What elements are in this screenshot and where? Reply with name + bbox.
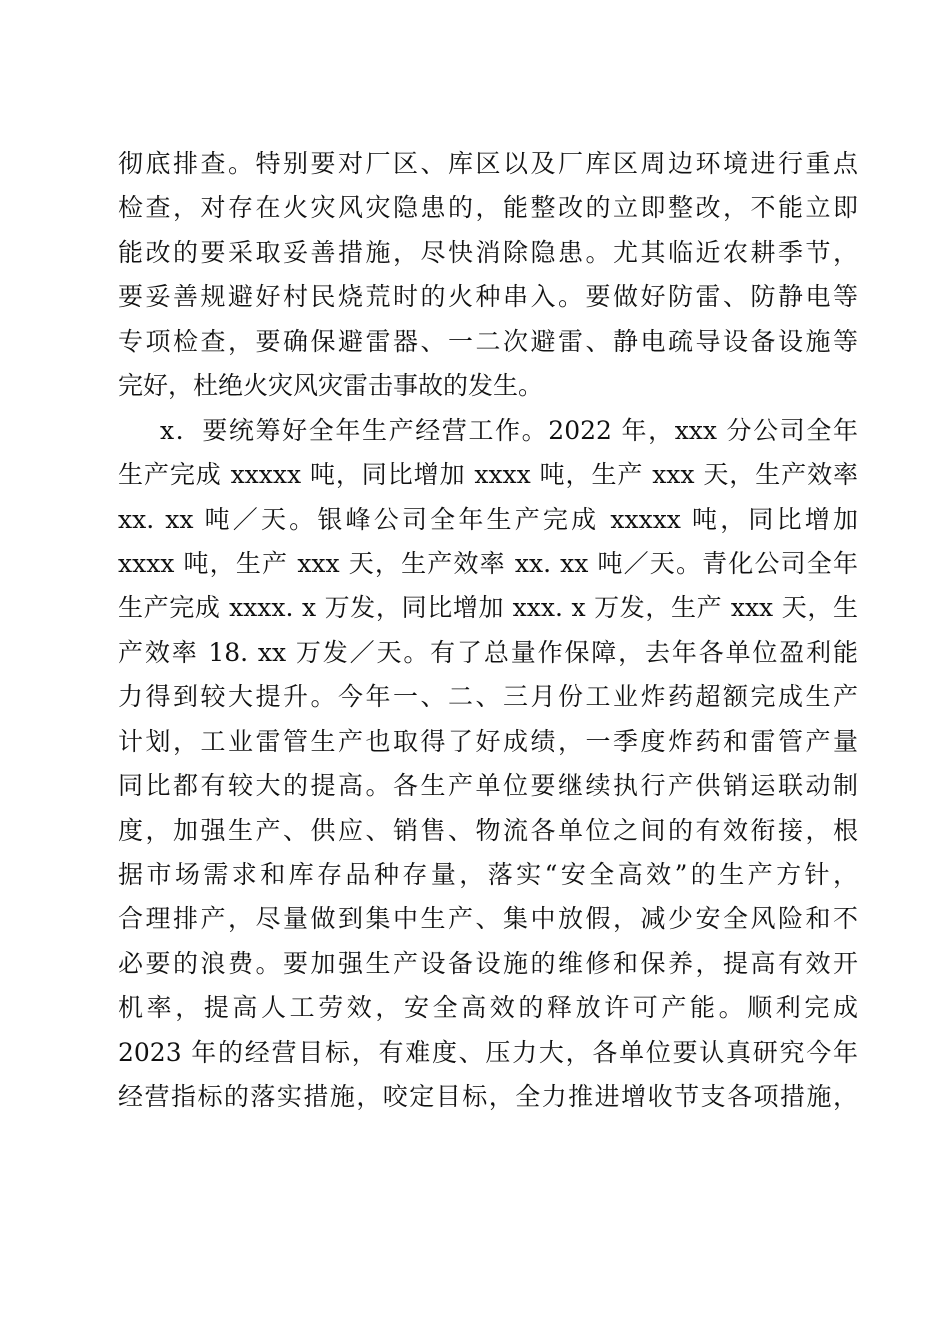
text-line: 力得到较大提升。今年一、二、三月份工业炸药超额完成生产 <box>118 682 858 712</box>
text-line: 生产完成 xxxxx 吨，同比增加 xxxx 吨，生产 xxx 天，生产效率 <box>118 460 858 490</box>
text-line: 能改的要采取妥善措施，尽快消除隐患。尤其临近农耕季节， <box>118 237 858 267</box>
text-line: 完好，杜绝火灾风灾雷击事故的发生。 <box>118 371 544 401</box>
text-line: 必要的浪费。要加强生产设备设施的维修和保养，提高有效开 <box>118 948 858 978</box>
text-line: 生产完成 xxxx. x 万发，同比增加 xxx. x 万发，生产 xxx 天，生 <box>118 593 858 623</box>
text-line: x．要统筹好全年生产经营工作。2022 年，xxx 分公司全年 <box>160 415 858 445</box>
text-line: 合理排产，尽量做到集中生产、集中放假，减少安全风险和不 <box>118 904 858 934</box>
text-line: 计划，工业雷管生产也取得了好成绩，一季度炸药和雷管产量 <box>118 726 858 756</box>
text-line: 检查，对存在火灾风灾隐患的，能整改的立即整改，不能立即 <box>118 193 858 223</box>
text-line: 同比都有较大的提高。各生产单位要继续执行产供销运联动制 <box>118 771 858 801</box>
text-line: 专项检查，要确保避雷器、一二次避雷、静电疏导设备设施等 <box>118 326 858 356</box>
paragraph-fire-inspection <box>118 142 858 409</box>
text-line: 机率，提高人工劳效，安全高效的释放许可产能。顺利完成 <box>118 993 858 1023</box>
text-line: 彻底排查。特别要对厂区、库区以及厂库区周边环境进行重点 <box>118 149 858 178</box>
text-line: xxxx 吨，生产 xxx 天，生产效率 xx. xx 吨／天。青化公司全年 <box>118 548 858 578</box>
text-line: 度，加强生产、供应、销售、物流各单位之间的有效衔接，根 <box>118 815 858 845</box>
text-line: xx. xx 吨／天。银峰公司全年生产完成 xxxxx 吨，同比增加 <box>118 504 858 534</box>
text-line: 经营指标的落实措施，咬定目标，全力推进增收节支各项措施， <box>118 1082 858 1112</box>
paragraph-production-planning <box>118 409 858 1120</box>
document-body <box>118 142 858 1120</box>
text-line: 2023 年的经营目标，有难度、压力大，各单位要认真研究今年 <box>118 1037 858 1067</box>
text-line: 要妥善规避好村民烧荒时的火种串入。要做好防雷、防静电等 <box>118 282 858 312</box>
text-line: 产效率 18. xx 万发／天。有了总量作保障，去年各单位盈利能 <box>118 637 858 667</box>
text-line: 据市场需求和库存品种存量，落实“安全高效”的生产方针， <box>118 860 858 889</box>
